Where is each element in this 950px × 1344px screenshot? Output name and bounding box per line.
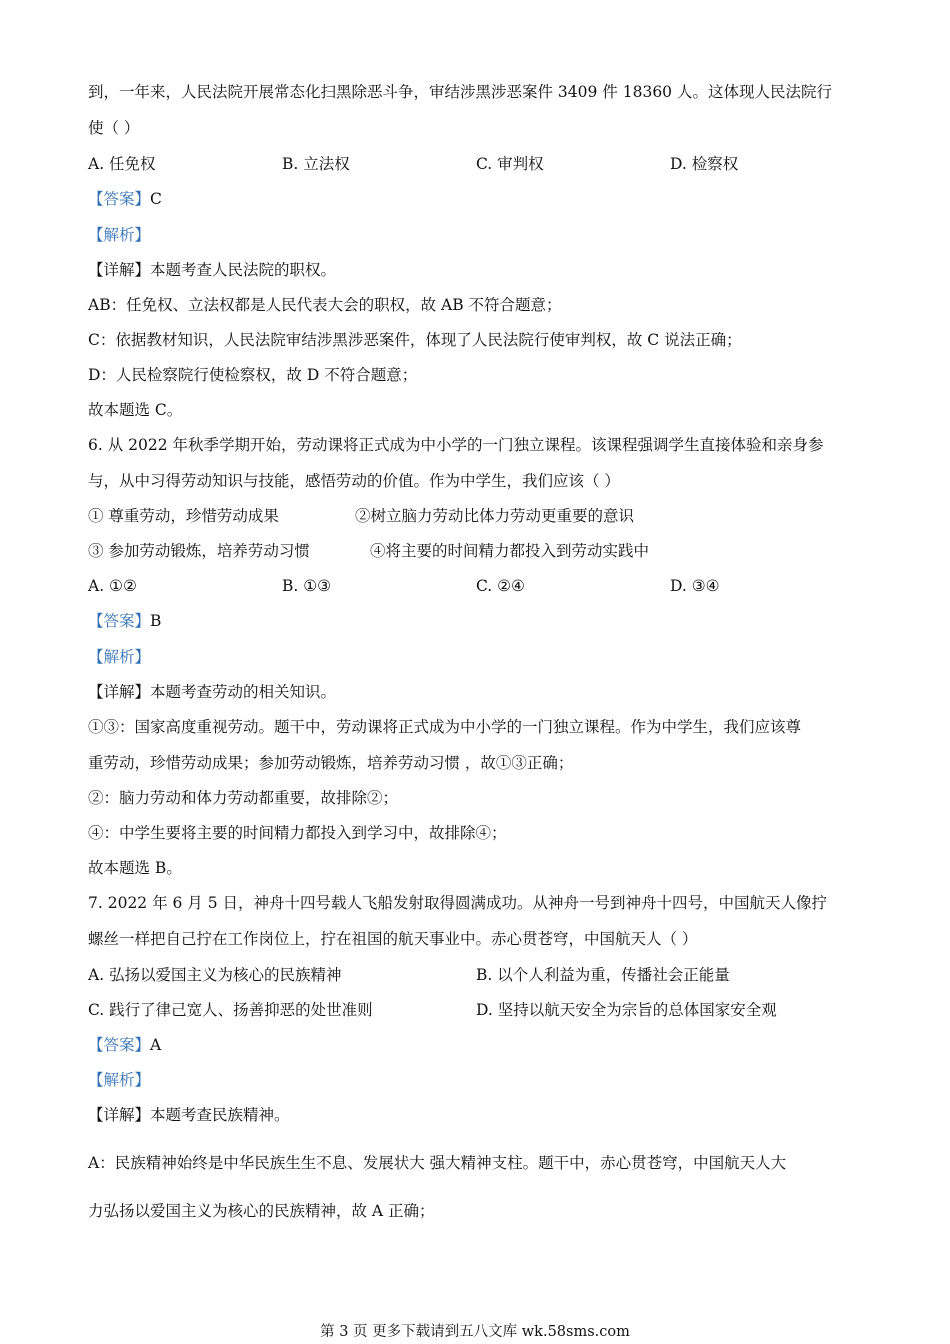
q6-detail-line: 故本题选 B。 [88, 859, 182, 877]
q6-analysis-tag: 【解析】 [88, 648, 151, 666]
q5-analysis-tag: 【解析】 [88, 226, 151, 244]
q6-option-a: A. ①② [88, 577, 137, 595]
q7-option-c: C. 践行了律己宽人、扬善抑恶的处世准则 [88, 1001, 373, 1019]
answer-value: C [150, 190, 162, 208]
q6-statement-2: ②树立脑力劳动比体力劳动更重要的意识 [355, 507, 635, 525]
answer-tag: 【答案】 [88, 1036, 151, 1054]
q6-detail-line: ①③：国家高度重视劳动。题干中，劳动课将正式成为中小学的一门独立课程。作为中学生，我们应该尊 [88, 718, 802, 736]
q6-option-c: C. ②④ [476, 577, 525, 595]
q6-stem-line2: 与，从中习得劳动知识与技能，感悟劳动的价值。作为中学生，我们应该（ ） [88, 472, 620, 490]
q7-stem-line1: 7. 2022 年 6 月 5 日，神舟十四号载人飞船发射取得圆满成功。从神舟一号到神舟十四号，中国航天人像拧 [88, 894, 828, 912]
q6-statement-1: ① 尊重劳动，珍惜劳动成果 [88, 507, 279, 525]
q7-stem-line2: 螺丝一样把自己拧在工作岗位上，拧在祖国的航天事业中。赤心贯苍穹，中国航天人（ ） [88, 930, 698, 948]
answer-tag: 【答案】 [88, 612, 151, 630]
q5-option-c: C. 审判权 [476, 155, 544, 173]
q6-detail-line: 重劳动，珍惜劳动成果；参加劳动锻炼，培养劳动习惯 ，故①③正确； [88, 754, 574, 772]
q6-detail-line: 【详解】本题考查劳动的相关知识。 [88, 683, 337, 701]
q7-answer [88, 1035, 161, 1055]
q7-analysis-tag: 【解析】 [88, 1071, 151, 1089]
q6-statement-3: ③ 参加劳动锻炼，培养劳动习惯 [88, 542, 310, 560]
q6-detail-line: ②：脑力劳动和体力劳动都重要，故排除②； [88, 789, 399, 807]
q6-stem-line1: 6. 从 2022 年秋季学期开始，劳动课将正式成为中小学的一门独立课程。该课程强调学生直接体验和亲身参 [88, 436, 824, 454]
q6-detail-line: ④：中学生要将主要的时间精力都投入到学习中，故排除④； [88, 824, 507, 842]
q7-detail-line: A：民族精神始终是中华民族生生不息、发展状大 强大精神支柱。题干中，赤心贯苍穹，中国航天人大 [88, 1154, 787, 1172]
q6-answer [88, 611, 161, 631]
q5-detail-line: C：依据教材知识，人民法院审结涉黑涉恶案件，体现了人民法院行使审判权，故 C 说法正确； [88, 331, 742, 349]
answer-tag: 【答案】 [88, 190, 151, 208]
q5-option-b: B. 立法权 [282, 155, 350, 173]
q5-detail-line: 【详解】本题考查人民法院的职权。 [88, 261, 337, 279]
q5-option-d: D. 检察权 [670, 155, 739, 173]
q6-option-d: D. ③④ [670, 577, 720, 595]
answer-value: B [150, 612, 162, 630]
page-footer: 第 3 页 更多下载请到五八文库 wk.58sms.com [320, 1324, 630, 1340]
q5-detail-line: D：人民检察院行使检察权，故 D 不符合题意； [88, 366, 418, 384]
q7-detail-line: 【详解】本题考查民族精神。 [88, 1106, 290, 1124]
q7-option-b: B. 以个人利益为重，传播社会正能量 [476, 966, 730, 984]
q7-detail-line: 力弘扬以爱国主义为核心的民族精神，故 A 正确； [88, 1202, 435, 1220]
q7-option-d: D. 坚持以航天安全为宗旨的总体国家安全观 [476, 1001, 777, 1019]
q5-stem-line1: 到，一年来，人民法院开展常态化扫黑除恶斗争，审结涉黑涉恶案件 3409 件 18360 人。这体现人民法院行 [88, 83, 832, 101]
q7-option-a: A. 弘扬以爱国主义为核心的民族精神 [88, 966, 342, 984]
q5-detail-line: 故本题选 C。 [88, 401, 183, 419]
q5-detail-line: AB：任免权、立法权都是人民代表大会的职权，故 AB 不符合题意； [88, 296, 562, 314]
q5-answer [88, 189, 162, 209]
q6-option-b: B. ①③ [282, 577, 332, 595]
q5-stem-line2: 使（ ） [88, 119, 140, 137]
q6-statement-4: ④将主要的时间精力都投入到劳动实践中 [370, 542, 650, 560]
q5-option-a: A. 任免权 [88, 155, 156, 173]
answer-value: A [150, 1036, 162, 1054]
